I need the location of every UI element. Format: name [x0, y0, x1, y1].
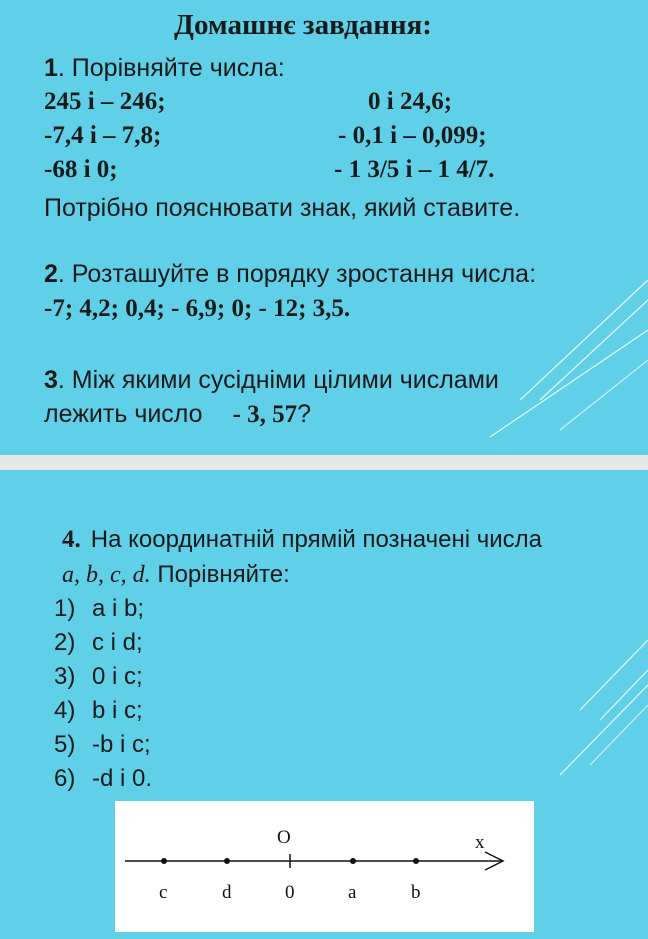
task4-item-2	[54, 628, 143, 658]
task3-line2	[44, 399, 311, 430]
number-line-label-b: b	[411, 882, 421, 903]
task4-vars-line	[62, 560, 290, 590]
task3-suffix: ?	[297, 400, 312, 428]
page-title: Домашнє завдання:	[174, 9, 432, 41]
number-line	[115, 801, 534, 932]
task4-item-6-num: 6)	[54, 765, 76, 792]
task4-item-3-text: 0 і c;	[92, 663, 143, 690]
task1-pair-left-1: 245 і – 246;	[44, 88, 166, 115]
number-line-point-d	[224, 858, 230, 864]
task2-number: 2	[44, 260, 58, 288]
task4-item-2-num: 2)	[54, 629, 76, 656]
task1-pair-right-1: 0 і 24,6;	[368, 88, 453, 115]
task1-heading	[44, 53, 285, 83]
task2-heading	[44, 259, 536, 289]
number-line-label-d: d	[222, 882, 232, 903]
number-line-label-c: c	[159, 882, 168, 903]
slide-task4	[0, 470, 648, 939]
task4-item-4-text: b і c;	[92, 697, 143, 724]
task4-item-5-text: -b і c;	[92, 731, 151, 758]
task4-item-5-num: 5)	[54, 731, 76, 758]
task4-instruction: Порівняйте:	[150, 561, 290, 588]
task3-number: 3	[44, 366, 58, 394]
task4-item-1-text: a і b;	[92, 595, 145, 622]
number-line-point-b	[413, 858, 419, 864]
task4-item-6	[54, 764, 152, 794]
task4-item-5	[54, 730, 151, 760]
number-line-label-zero: 0	[285, 882, 295, 903]
task4-number: 4.	[62, 526, 81, 553]
task4-vars: a, b, c, d.	[62, 562, 151, 588]
task1-pair-left-3: -68 і 0;	[44, 156, 118, 183]
number-line-point-c	[161, 858, 167, 864]
task2-text: . Розташуйте в порядку зростання числа:	[57, 260, 537, 288]
task4-item-3	[54, 662, 143, 692]
number-line-figure	[115, 801, 534, 932]
task4-item-6-text: -d і 0.	[92, 765, 153, 792]
slide-homework	[0, 0, 648, 455]
number-line-point-a	[350, 858, 356, 864]
task1-number: 1	[44, 54, 58, 82]
task3-prefix: лежить число	[44, 400, 203, 428]
task1-text: . Порівняйте числа:	[57, 54, 285, 82]
task4-item-4	[54, 696, 143, 726]
task4-item-3-num: 3)	[54, 663, 76, 690]
task4-item-2-text: c і d;	[92, 629, 143, 656]
task3-heading	[44, 365, 499, 395]
axis-label-x: x	[475, 832, 485, 853]
task1-note: Потрібно пояснювати знак, який ставите.	[44, 194, 521, 222]
task4-item-1-num: 1)	[54, 595, 76, 622]
task4-item-4-num: 4)	[54, 697, 76, 724]
task3-value: - 3, 57	[232, 401, 298, 428]
task1-pair-right-2: - 0,1 і – 0,099;	[338, 122, 487, 149]
task1-pair-right-3: - 1 3/5 і – 1 4/7.	[334, 156, 495, 183]
task4-text: На координатній прямій позначені числа	[90, 526, 542, 553]
origin-label-o: O	[277, 827, 291, 848]
task3-text: . Між якими сусідніми цілими числами	[57, 366, 499, 394]
task1-pair-left-2: -7,4 і – 7,8;	[44, 122, 162, 149]
number-line-label-a: a	[348, 882, 357, 903]
task4-item-1	[54, 594, 144, 624]
task4-heading	[62, 525, 542, 555]
task2-numbers: -7; 4,2; 0,4; - 6,9; 0; - 12; 3,5.	[44, 295, 351, 322]
